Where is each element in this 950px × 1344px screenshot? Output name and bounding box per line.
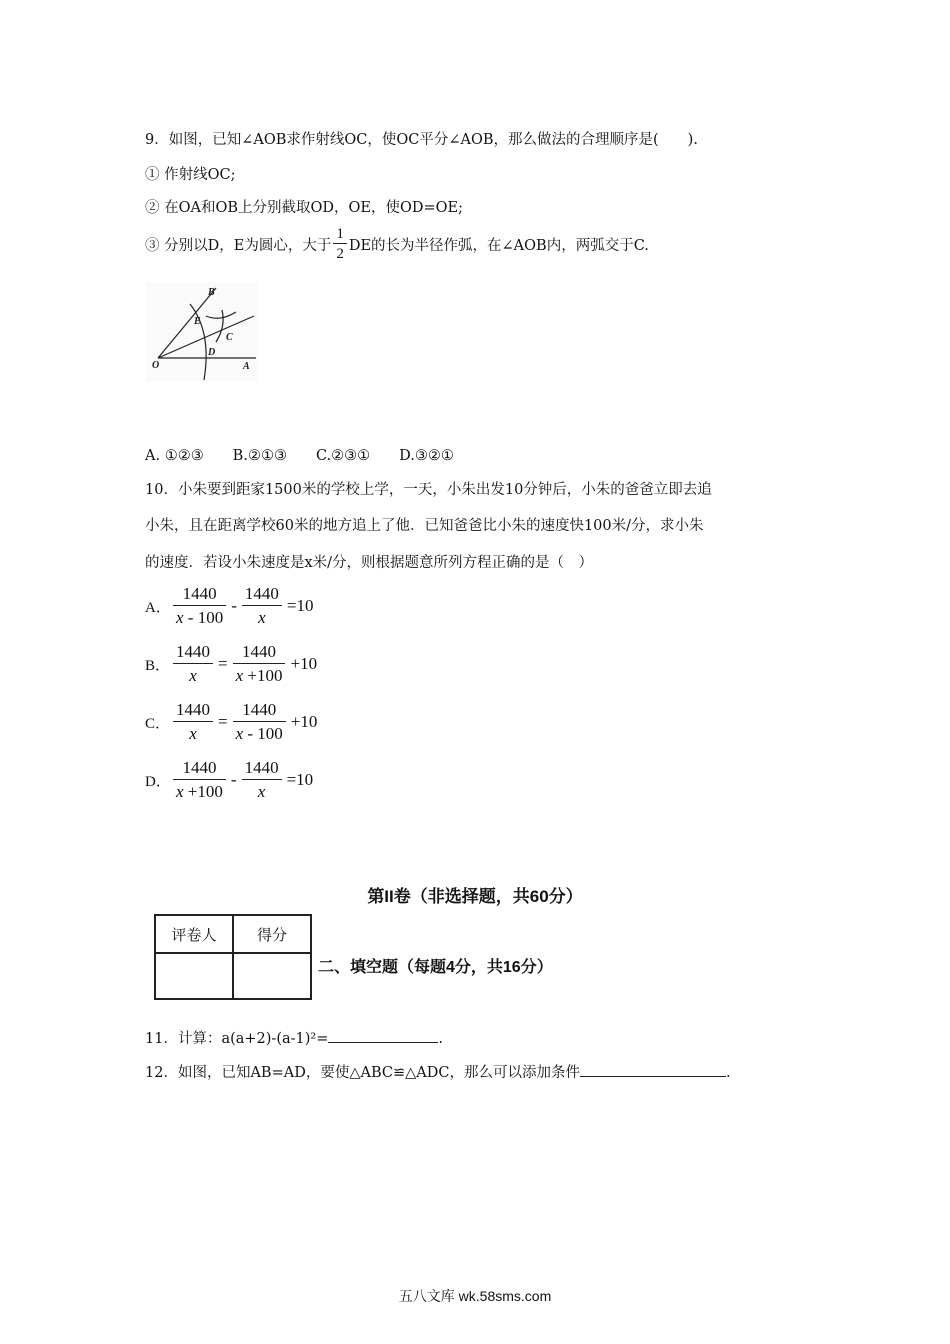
fraction xyxy=(173,758,226,802)
fraction-numerator: 1440 xyxy=(233,700,286,722)
label-b: B xyxy=(208,287,215,298)
fraction-denominator xyxy=(173,606,226,628)
right-hand-side: +10 xyxy=(290,712,318,731)
label-c: C xyxy=(226,332,233,343)
variable-x: x xyxy=(235,666,244,685)
grader-score-table xyxy=(154,914,312,1000)
q10-line3: 的速度．若设小朱速度是x米/分，则根据题意所列方程正确的是（ ） xyxy=(145,555,594,571)
q12 xyxy=(145,1061,731,1082)
fraction-denominator xyxy=(242,780,282,802)
q9-step3-fraction xyxy=(333,226,347,262)
q9-stem: 9．如图，已知∠AOB求作射线OC，使OC平分∠AOB，那么做法的合理顺序是( ). xyxy=(145,132,698,148)
fraction xyxy=(233,642,286,686)
q10-option-b xyxy=(145,638,320,690)
denominator-rest: - 100 xyxy=(183,608,224,627)
right-hand-side: =10 xyxy=(286,770,314,789)
q11-text: 11．计算：a(a+2)-(a-1)²= xyxy=(145,1031,329,1047)
fraction-numerator: 1440 xyxy=(242,758,282,780)
option-label: A． xyxy=(145,599,171,616)
table-header-grader: 评卷人 xyxy=(155,915,233,953)
q9-step1: ① 作射线OC; xyxy=(145,167,236,183)
operator: - xyxy=(230,770,237,789)
table-header-score: 得分 xyxy=(233,915,311,953)
operator: = xyxy=(218,712,228,731)
fraction-numerator: 1440 xyxy=(233,642,286,664)
grader-cell[interactable] xyxy=(155,953,233,999)
right-hand-side: =10 xyxy=(286,596,314,615)
angle-bisector-figure xyxy=(146,282,258,382)
fraction xyxy=(242,758,282,802)
label-a: A xyxy=(243,361,250,372)
variable-x: x xyxy=(176,608,184,627)
option-label: C． xyxy=(145,715,171,732)
q12-end: . xyxy=(725,1065,731,1081)
label-e: E xyxy=(194,316,201,327)
denominator-rest: - 100 xyxy=(243,724,283,743)
label-o: O xyxy=(152,360,160,371)
option-label: D． xyxy=(145,773,171,790)
q10-option-d xyxy=(145,754,316,806)
fraction-denominator xyxy=(242,606,282,628)
fraction-denominator xyxy=(173,722,213,744)
q11-answer-blank[interactable] xyxy=(328,1028,438,1043)
denominator-rest: +100 xyxy=(243,666,283,685)
variable-x: x xyxy=(235,724,244,743)
fraction-denominator xyxy=(173,780,226,802)
q9-step2: ② 在OA和OB上分别截取OD，OE，使OD=OE; xyxy=(145,200,464,216)
q12-answer-blank[interactable] xyxy=(580,1062,726,1077)
fraction-numerator: 1 xyxy=(333,226,347,244)
q9-step3-post: DE的长为半径作弧，在∠AOB内，两弧交于C. xyxy=(348,237,649,254)
variable-x: x xyxy=(189,724,197,743)
fraction-denominator xyxy=(233,664,286,686)
fraction-denominator xyxy=(173,664,213,686)
q10-line1: 10．小朱要到距家1500米的学校上学，一天，小朱出发10分钟后，小朱的爸爸立即去追 xyxy=(145,482,712,498)
variable-x: x xyxy=(176,782,184,801)
part2-title: 第II卷（非选择题，共60分） xyxy=(367,887,583,906)
fraction-denominator xyxy=(233,722,286,744)
q10-line2: 小朱，且在距离学校60米的地方追上了他．已知爸爸比小朱的速度快100米/分，求小朱 xyxy=(145,518,704,534)
denominator-rest: +100 xyxy=(183,782,223,801)
fraction-numerator: 1440 xyxy=(173,642,213,664)
fraction xyxy=(242,584,282,628)
fraction-numerator: 1440 xyxy=(173,584,226,606)
q12-text: 12．如图，已知AB=AD，要使△ABC≌△ADC，那么可以添加条件 xyxy=(145,1065,580,1081)
q11-end: . xyxy=(438,1031,443,1047)
option-label: B． xyxy=(145,657,171,674)
fraction xyxy=(173,700,213,744)
variable-x: x xyxy=(257,782,266,801)
footer-watermark: 五八文库 wk.58sms.com xyxy=(398,1288,552,1304)
fraction-numerator: 1440 xyxy=(242,584,282,606)
label-d: D xyxy=(208,347,216,358)
fraction xyxy=(173,584,226,628)
q9-options: A. ①②③ B.②①③ C.②③① D.③②① xyxy=(145,448,454,464)
variable-x: x xyxy=(189,666,197,685)
right-hand-side: +10 xyxy=(290,654,318,673)
section-title: 二、填空题（每题4分，共16分） xyxy=(318,959,553,976)
q10-option-a xyxy=(145,580,316,632)
operator: = xyxy=(218,654,228,673)
q9-step3-pre: ③ 分别以D，E为圆心，大于 xyxy=(145,237,332,254)
fraction xyxy=(233,700,286,744)
fraction-denominator: 2 xyxy=(336,246,344,262)
q11 xyxy=(145,1027,443,1048)
q9-step3 xyxy=(145,226,649,262)
operator: - xyxy=(231,596,237,615)
fraction-numerator: 1440 xyxy=(173,758,226,780)
variable-x: x xyxy=(258,608,266,627)
q10-option-c xyxy=(145,696,320,748)
score-cell[interactable] xyxy=(233,953,311,999)
fraction-numerator: 1440 xyxy=(173,700,213,722)
fraction xyxy=(173,642,213,686)
